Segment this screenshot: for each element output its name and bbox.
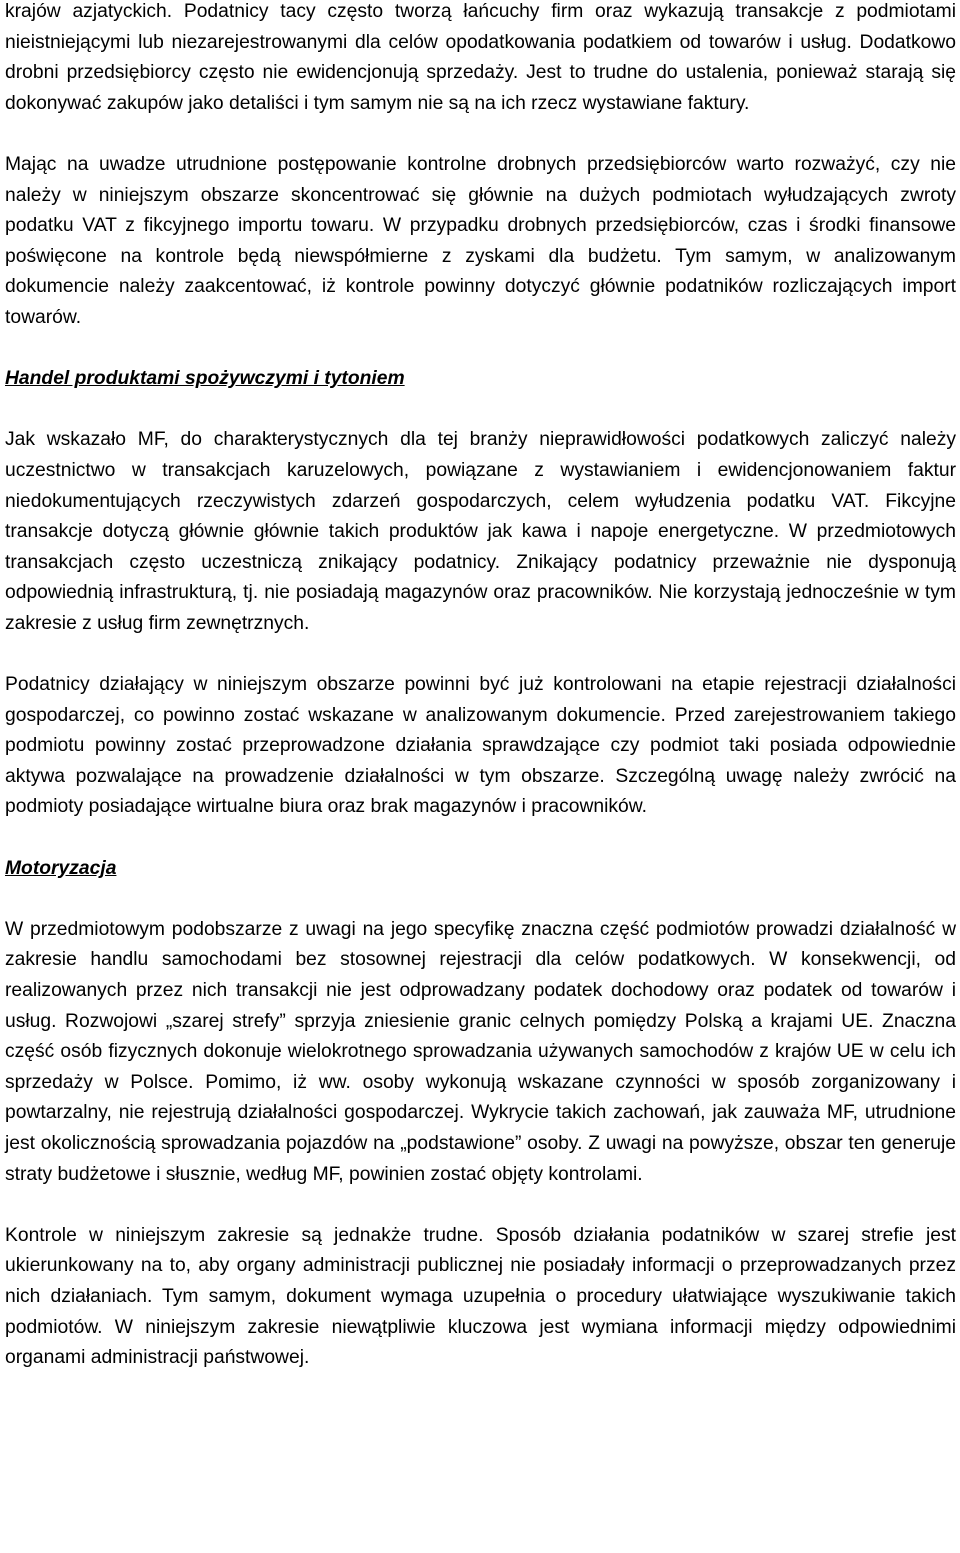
paragraph-registration-control: Podatnicy działający w niniejszym obszarze powinni być już kontrolowani na etapie rejestracji działalności gospodarczej, co powinno zostać wskazane w analizowanym dokumencie. Przed zarejestrowaniem takiego podmiotu powinny zostać przeprowadzone działania sprawdzające czy podmiot taki posiada odpowiednie aktywa pozwalające na prowadzenie działalności w tym obszarze. Szczególną uwagę należy zwrócić na podmioty posiadające wirtualne biura oraz brak magazynów i pracowników.	[5, 674, 956, 818]
paragraph-small-entrepreneurs: Mając na uwadze utrudnione postępowanie kontrolne drobnych przedsiębiorców warto rozważyć, czy nie należy w niniejszym obszarze skoncentrować się głównie na dużych podmiotach wyłudzających zwroty podatku VAT z fikcyjnego importu towaru. W przypadku drobnych przedsiębiorców, czas i środki finansowe poświęcone na kontrole będą niewspółmierne z zyskami dla budżetu. Tym samym, w analizowanym dokumencie należy zaakcentować, iż kontrole powinny dotyczyć głównie podatników rozliczających import towarów.	[5, 153, 956, 328]
section-heading-automotive: Motoryzacja	[5, 857, 117, 879]
section-heading-food-tobacco: Handel produktami spożywczymi i tytoniem	[5, 368, 405, 390]
paragraph-asian-countries: krajów azjatyckich. Podatnicy tacy często tworzą łańcuchy firm oraz wykazują transakcje z podmiotami nieistniejącymi lub niezarejestrowanymi dla celów opodatkowania podatkiem od towarów i usług. Dodatkowo drobni przedsiębiorcy często nie ewidencjonują sprzedaży. Jest to trudne do ustalenia, ponieważ starają się dokonywać zakupów jako detaliści i tym samym nie są na ich rzecz wystawiane faktury.	[5, 1, 956, 114]
paragraph-controls-difficult: Kontrole w niniejszym zakresie są jednakże trudne. Sposób działania podatników w szarej strefie jest ukierunkowany na to, aby organy administracji publicznej nie posiadały informacji o przeprowadzanych przez nich działaniach. Tym samym, dokument wymaga uzupełnia o procedury ułatwiające wyszukiwanie takich podmiotów. W niniejszym zakresie niewątpliwie kluczowa jest wymiana informacji między odpowiednimi organami administracji państwowej.	[5, 1224, 956, 1369]
paragraph-car-trade: W przedmiotowym podobszarze z uwagi na jego specyfikę znaczna część podmiotów prowadzi działalność w zakresie handlu samochodami bez stosownej rejestracji dla celów podatkowych. W konsekwencji, od realizowanych przez nich transakcji nie jest odprowadzany podatek dochodowy oraz podatek od towarów i usług. Rozwojowi „szarej strefy” sprzyja zniesienie granic celnych pomiędzy Polską a krajami UE. Znaczna część osób fizycznych dokonuje wielokrotnego sprowadzania używanych samochodów z krajów UE w celu ich sprzedaży w Polsce. Pomimo, iż ww. osoby wykonują wskazane czynności w sposób zorganizowany i powtarzalny, nie rejestrują działalności gospodarczej. Wykrycie takich zachowań, jak zauważa MF, utrudnione jest okolicznością sprowadzania pojazdów na „podstawione” osoby. Z uwagi na powyższe, obszar ten generuje straty budżetowe i słusznie, według MF, powinien zostać objęty kontrolami.	[5, 918, 956, 1185]
paragraph-carousel-transactions: Jak wskazało MF, do charakterystycznych dla tej branży nieprawidłowości podatkowych zaliczyć należy uczestnictwo w transakcjach karuzelowych, powiązane z wystawianiem i ewidencjonowaniem faktur niedokumentujących rzeczywistych zdarzeń gospodarczych, celem wyłudzenia podatku VAT. Fikcyjne transakcje dotyczą głównie głównie takich produktów jak kawa i napoje energetyczne. W przedmiotowych transakcjach często uczestniczą znikający podatnicy. Znikający podatnicy przeważnie nie dysponują odpowiednią infrastrukturą, tj. nie posiadają magazynów oraz pracowników. Nie korzystają jednocześnie w tym zakresie z usług firm zewnętrznych.	[5, 429, 956, 634]
